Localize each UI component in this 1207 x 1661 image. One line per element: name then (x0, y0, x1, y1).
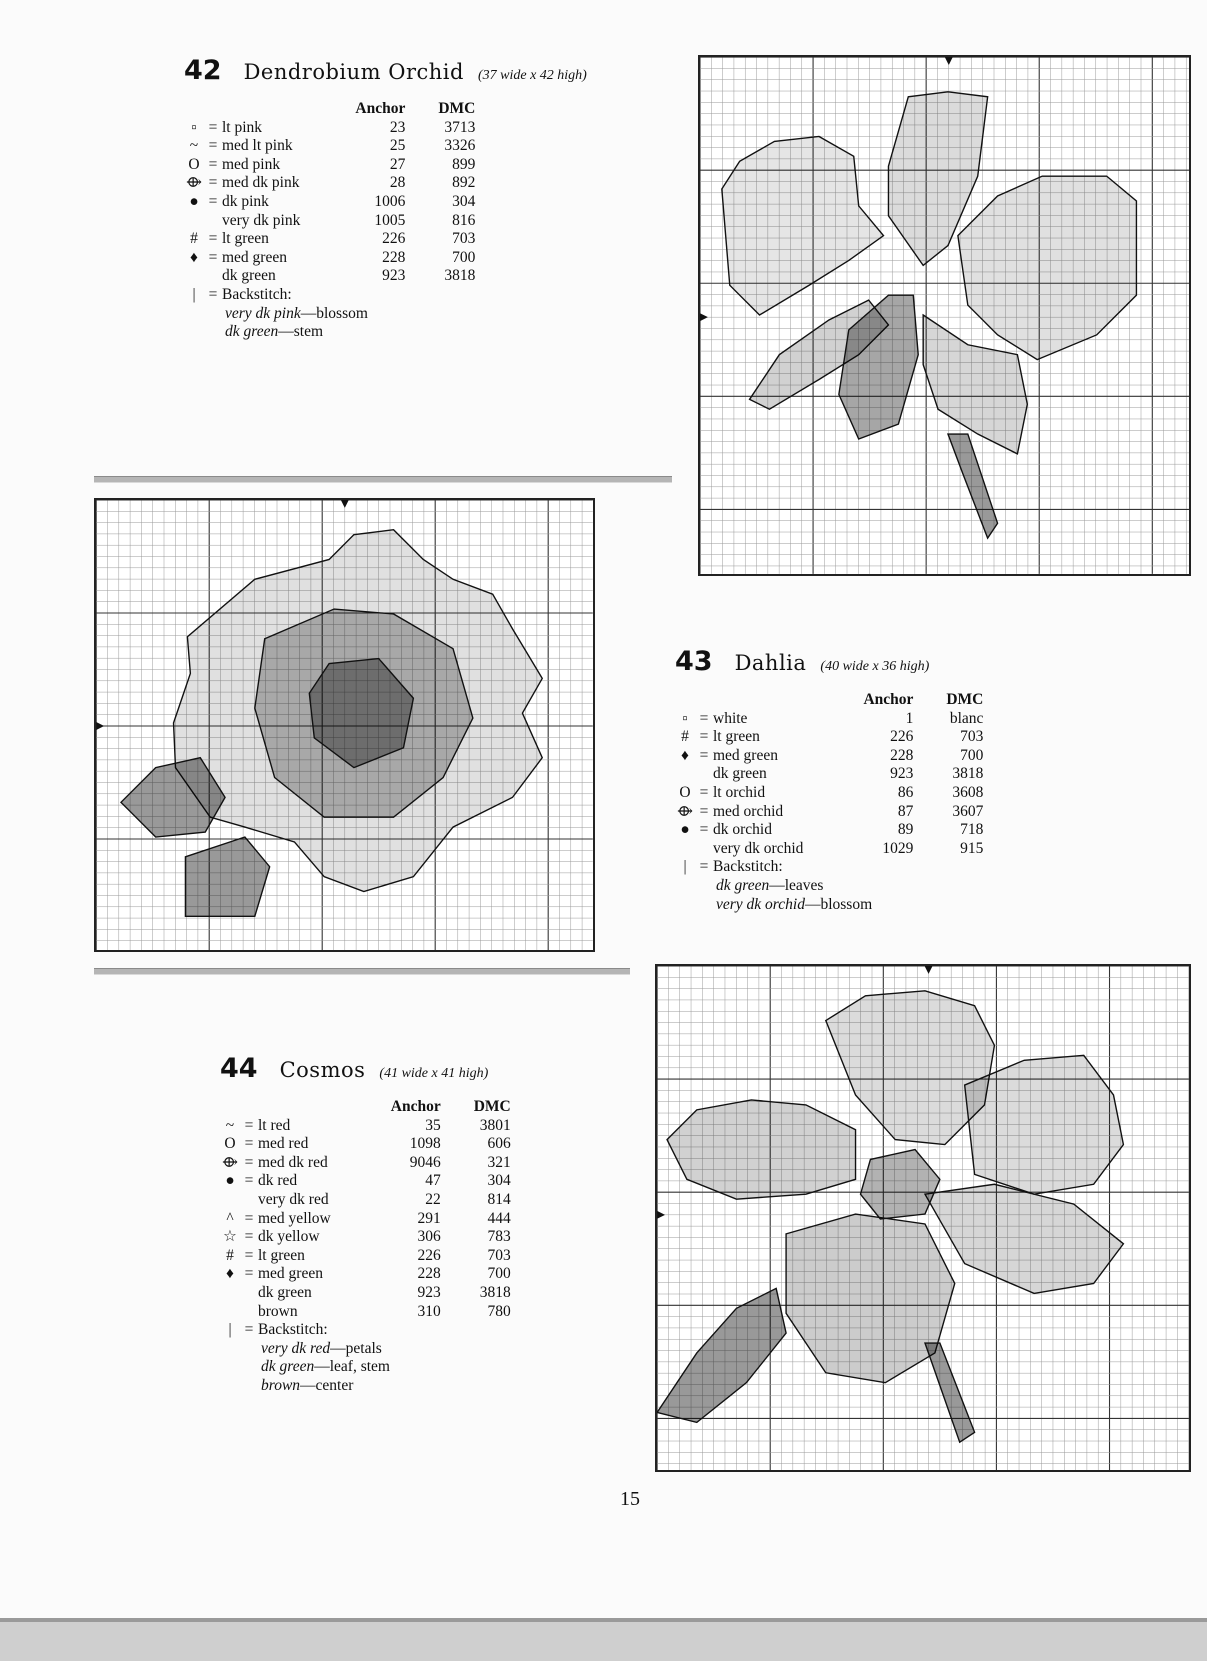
key-anchor-code: 35 (425, 1116, 441, 1134)
key-row (220, 1117, 511, 1136)
anchor-header: Anchor (355, 100, 406, 117)
key-symbol: ~ (189, 137, 199, 155)
key-equals: = (699, 783, 709, 801)
key-symbol: ● (225, 1172, 235, 1190)
key-row (675, 858, 983, 877)
key-color-name: lt orchid (713, 783, 766, 801)
key-dmc-code: 3608 (952, 783, 984, 801)
center-marker-left (700, 313, 708, 321)
key-row (675, 803, 983, 822)
key-anchor-code: 291 (417, 1209, 441, 1227)
key-equals: = (244, 1321, 254, 1339)
key-dmc-code: 3818 (952, 765, 984, 783)
key-dmc-code: 3713 (444, 118, 476, 136)
center-marker-left (96, 722, 104, 730)
key-symbol: ^ (226, 1209, 234, 1227)
backstitch-use: —leaves (769, 876, 824, 894)
key-symbol: ☆ (223, 1228, 237, 1246)
key-dmc-code: 816 (452, 211, 476, 229)
key-color-name: med green (258, 1265, 323, 1283)
backstitch-note (261, 1340, 511, 1359)
key-row (184, 286, 475, 305)
key-dmc-code: 3801 (479, 1116, 511, 1134)
key-color-name: med pink (222, 155, 281, 173)
key-color-name: Backstitch: (258, 1321, 328, 1339)
key-symbol: # (681, 728, 689, 746)
key-row (675, 747, 983, 766)
key-dmc-code: 703 (960, 728, 984, 746)
key-anchor-code: 306 (417, 1228, 441, 1246)
key-anchor-code (803, 858, 913, 877)
key-equals: = (699, 821, 709, 839)
key-row (220, 1135, 511, 1154)
key-row (675, 710, 983, 729)
key-equals: = (244, 1172, 254, 1190)
center-marker-top (925, 966, 933, 974)
key-row (675, 821, 983, 840)
key-dmc-code: 700 (487, 1265, 511, 1283)
key-row (184, 119, 475, 138)
backstitch-color: dk green (716, 876, 770, 894)
key-dmc-code: blanc (949, 709, 984, 727)
key-equals: = (699, 728, 709, 746)
key-symbol: | (683, 858, 687, 876)
key-equals: = (699, 709, 709, 727)
pattern-number: 44 (220, 1053, 258, 1084)
key-symbol: ⟴ (221, 1153, 238, 1171)
key-color-name: lt green (222, 230, 269, 248)
key-dmc-code: 700 (960, 746, 984, 764)
key-symbol (220, 1303, 240, 1322)
backstitch-color: very dk pink (225, 304, 301, 322)
backstitch-note (261, 1377, 511, 1396)
section-divider (94, 968, 630, 975)
key-dmc-code: 780 (487, 1302, 511, 1320)
key-equals (240, 1284, 258, 1303)
key-anchor-code: 25 (389, 137, 406, 155)
key-equals (695, 840, 713, 859)
key-anchor-code: 23 (389, 118, 406, 136)
backstitch-use: —stem (278, 323, 324, 341)
key-dmc-code: 304 (487, 1172, 511, 1190)
key-equals (240, 1303, 258, 1322)
key-dmc-code: 703 (452, 230, 476, 248)
key-color-name: med yellow (258, 1209, 331, 1227)
key-anchor-code: 226 (382, 230, 406, 248)
pattern-44-key (220, 1053, 511, 1396)
page-number: 15 (620, 1488, 640, 1510)
key-equals: = (699, 858, 709, 876)
key-dmc-code (441, 1321, 511, 1340)
key-symbol (220, 1284, 240, 1303)
key-anchor-code: 226 (417, 1246, 441, 1264)
key-color-name: dk green (713, 765, 767, 783)
key-equals (204, 212, 222, 231)
key-anchor-code: 923 (890, 765, 914, 783)
key-color-name: med green (713, 746, 778, 764)
key-symbol: ♦ (226, 1265, 234, 1283)
key-color-name: med red (258, 1135, 309, 1153)
cosmos-stem (925, 1343, 975, 1442)
key-color-name: lt green (713, 728, 760, 746)
cosmos-chart-grid (657, 966, 1189, 1470)
key-equals: = (699, 746, 709, 764)
key-anchor-code: 9046 (409, 1153, 441, 1171)
dahlia-chart (94, 498, 595, 952)
key-equals: = (244, 1246, 254, 1264)
key-anchor-code: 87 (897, 802, 914, 820)
key-equals: = (244, 1116, 254, 1134)
key-symbol: # (190, 230, 198, 248)
key-anchor-code: 923 (382, 267, 406, 285)
key-equals: = (208, 230, 218, 248)
key-anchor-code: 310 (417, 1302, 441, 1320)
key-equals: = (244, 1265, 254, 1283)
key-equals (204, 267, 222, 286)
backstitch-use: —leaf, stem (314, 1358, 390, 1376)
backstitch-color: dk green (225, 323, 279, 341)
key-color-name: dk pink (222, 192, 269, 210)
key-dmc-code (405, 286, 475, 305)
key-dmc-code: 606 (487, 1135, 511, 1153)
key-color-name: med lt pink (222, 137, 293, 155)
pattern-42-header (184, 55, 587, 86)
key-color-name: med dk red (258, 1153, 328, 1171)
key-symbol: ♦ (681, 746, 689, 764)
key-equals: = (208, 285, 218, 303)
key-symbol (220, 1191, 240, 1210)
center-marker-top (945, 57, 953, 65)
backstitch-note (261, 1358, 511, 1377)
key-row (184, 193, 475, 212)
key-dmc-code: 700 (452, 248, 476, 266)
key-color-name: dk orchid (713, 821, 772, 839)
key-symbol: O (224, 1135, 236, 1153)
key-color-name: brown (258, 1302, 298, 1320)
key-anchor-code: 27 (389, 155, 406, 173)
key-dmc-code: 899 (452, 155, 476, 173)
center-marker-top (341, 500, 349, 508)
key-row (675, 728, 983, 747)
key-dmc-code (913, 858, 983, 877)
key-dmc-code: 304 (452, 192, 476, 210)
orchid-chart (698, 55, 1191, 576)
orchid-stem (948, 434, 998, 538)
pattern-44-header (220, 1053, 511, 1084)
key-row (675, 784, 983, 803)
key-dmc-code: 3326 (444, 137, 476, 155)
key-anchor-code (331, 1321, 441, 1340)
key-anchor-code: 47 (425, 1172, 441, 1190)
key-color-name: dk green (258, 1283, 312, 1301)
backstitch-color: dk green (261, 1358, 315, 1376)
key-equals: = (208, 137, 218, 155)
center-marker-left (657, 1211, 665, 1219)
key-symbol: | (228, 1321, 232, 1339)
key-equals: = (244, 1209, 254, 1227)
key-equals (240, 1191, 258, 1210)
backstitch-use: —center (300, 1376, 354, 1394)
key-dmc-code: 703 (487, 1246, 511, 1264)
key-anchor-code: 1005 (374, 211, 406, 229)
backstitch-use: —petals (330, 1339, 382, 1357)
key-dmc-code: 444 (487, 1209, 511, 1227)
key-color-name: Backstitch: (713, 858, 783, 876)
key-dmc-code: 718 (960, 821, 984, 839)
key-equals: = (699, 802, 709, 820)
key-color-name: dk yellow (258, 1228, 320, 1246)
pattern-title: Dendrobium Orchid (243, 60, 464, 84)
key-symbol: ~ (225, 1116, 235, 1134)
orchid-chart-grid (700, 57, 1189, 574)
key-anchor-code: 228 (382, 248, 406, 266)
cosmos-left-petal (667, 1100, 856, 1199)
key-anchor-code: 28 (389, 174, 406, 192)
key-anchor-code: 923 (417, 1283, 441, 1301)
key-anchor-code: 1006 (374, 192, 406, 210)
key-symbol: O (679, 783, 691, 801)
key-symbol: ♦ (190, 248, 198, 266)
backstitch-note (225, 323, 587, 342)
key-equals (695, 765, 713, 784)
key-row (220, 1321, 511, 1340)
orchid-right-petal (958, 176, 1137, 359)
key-row (220, 1247, 511, 1266)
key-anchor-code: 228 (890, 746, 914, 764)
key-row (220, 1303, 511, 1322)
backstitch-use: —blossom (300, 304, 368, 322)
key-row (220, 1284, 511, 1303)
dmc-header: DMC (438, 100, 476, 117)
pattern-dimensions: (40 wide x 36 high) (820, 659, 930, 674)
pattern-42-key (184, 55, 587, 342)
section-divider (94, 476, 672, 483)
key-symbol: ⟴ (185, 174, 202, 192)
key-color-name: lt pink (222, 118, 263, 136)
key-anchor-code: 1029 (882, 839, 914, 857)
dmc-header: DMC (473, 1098, 511, 1115)
cosmos-lower-right-petal (925, 1184, 1123, 1293)
backstitch-note (225, 305, 587, 324)
key-color-name: Backstitch: (222, 285, 292, 303)
key-color-name: med green (222, 248, 287, 266)
color-key-table (184, 100, 475, 305)
pattern-title: Cosmos (279, 1058, 366, 1082)
key-anchor-code: 226 (890, 728, 914, 746)
key-symbol (675, 840, 695, 859)
orchid-left-petal (722, 136, 884, 315)
key-symbol: | (192, 285, 196, 303)
key-equals: = (208, 155, 218, 173)
backstitch-use: —blossom (804, 895, 873, 913)
key-color-name: med orchid (713, 802, 784, 820)
key-anchor-code: 1 (905, 709, 914, 727)
key-equals: = (244, 1228, 254, 1246)
dahlia-chart-grid (96, 500, 593, 950)
key-row (220, 1228, 511, 1247)
key-row (220, 1154, 511, 1173)
key-equals: = (208, 118, 218, 136)
key-color-name: very dk orchid (713, 839, 804, 857)
key-color-name: lt green (258, 1246, 305, 1264)
key-row (220, 1191, 511, 1210)
pattern-dimensions: (37 wide x 42 high) (477, 68, 587, 83)
key-row (184, 212, 475, 231)
key-row (184, 174, 475, 193)
cosmos-center (860, 1150, 939, 1219)
anchor-header: Anchor (390, 1098, 441, 1115)
key-color-name: lt red (258, 1116, 291, 1134)
key-anchor-code: 86 (897, 783, 914, 801)
key-symbol: ▫ (682, 709, 688, 727)
backstitch-color: very dk orchid (716, 895, 805, 913)
key-row (184, 156, 475, 175)
key-row (675, 840, 983, 859)
key-color-name: white (713, 709, 748, 727)
key-color-name: very dk pink (222, 211, 301, 229)
key-row (220, 1265, 511, 1284)
key-color-name: very dk red (258, 1190, 329, 1208)
key-equals: = (244, 1135, 254, 1153)
key-dmc-code: 3607 (952, 802, 984, 820)
pattern-number: 43 (675, 646, 713, 677)
backstitch-color: brown (261, 1376, 301, 1394)
key-symbol: # (226, 1246, 234, 1264)
key-row (675, 765, 983, 784)
color-key-table (220, 1098, 511, 1340)
dmc-header: DMC (946, 691, 984, 708)
key-color-name: dk green (222, 267, 276, 285)
anchor-header: Anchor (863, 691, 914, 708)
backstitch-note (716, 877, 983, 896)
cosmos-right-petal (965, 1055, 1124, 1194)
key-symbol (184, 267, 204, 286)
key-row (184, 249, 475, 268)
key-row (184, 230, 475, 249)
key-symbol (184, 212, 204, 231)
key-dmc-code: 892 (452, 174, 476, 192)
key-row (184, 137, 475, 156)
cosmos-leaf (657, 1288, 786, 1422)
key-symbol: ⟴ (676, 802, 693, 820)
key-anchor-code: 22 (425, 1190, 441, 1208)
pattern-43-key (675, 646, 983, 914)
key-symbol: ▫ (191, 118, 197, 136)
key-anchor-code: 89 (897, 821, 914, 839)
key-dmc-code: 915 (960, 839, 984, 857)
key-dmc-code: 3818 (444, 267, 476, 285)
key-row (184, 267, 475, 286)
pattern-title: Dahlia (734, 651, 807, 675)
key-anchor-code: 1098 (409, 1135, 441, 1153)
key-dmc-code: 783 (487, 1228, 511, 1246)
color-key-table (675, 691, 983, 877)
key-anchor-code (300, 286, 405, 305)
key-dmc-code: 321 (487, 1153, 511, 1171)
pattern-dimensions: (41 wide x 41 high) (379, 1066, 489, 1081)
key-color-name: dk red (258, 1172, 298, 1190)
pattern-43-header (675, 646, 983, 677)
key-symbol: ● (189, 192, 199, 210)
key-equals: = (208, 174, 218, 192)
key-equals: = (208, 192, 218, 210)
backstitch-note (716, 896, 983, 915)
key-symbol: O (188, 155, 200, 173)
key-dmc-code: 814 (487, 1190, 511, 1208)
key-equals: = (244, 1153, 254, 1171)
key-anchor-code: 228 (417, 1265, 441, 1283)
key-row (220, 1172, 511, 1191)
page-edge (0, 1618, 1207, 1661)
key-row (220, 1210, 511, 1229)
key-color-name: med dk pink (222, 174, 300, 192)
key-symbol: ● (680, 821, 690, 839)
pattern-number: 42 (184, 55, 222, 86)
key-dmc-code: 3818 (479, 1283, 511, 1301)
key-symbol (675, 765, 695, 784)
cosmos-chart (655, 964, 1191, 1472)
key-equals: = (208, 248, 218, 266)
backstitch-color: very dk red (261, 1339, 331, 1357)
